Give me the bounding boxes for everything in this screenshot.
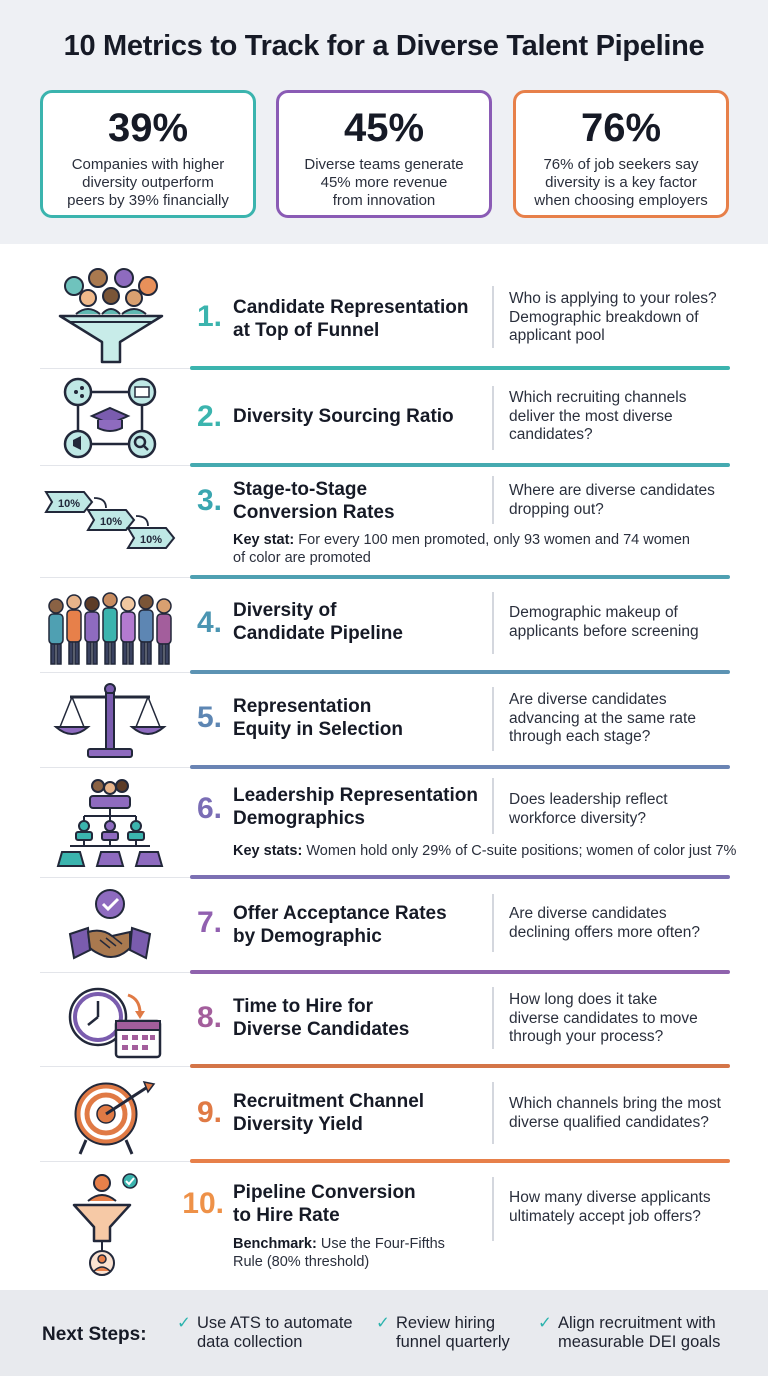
metric-title-line: Candidate Pipeline <box>233 623 403 644</box>
metric-number: 7. <box>196 906 222 939</box>
divider <box>492 592 494 654</box>
separator <box>190 765 730 769</box>
check-icon: ✓ <box>177 1314 191 1332</box>
step-line: Use ATS to automate <box>197 1314 353 1332</box>
metric-desc-line: ultimately accept job offers? <box>509 1207 701 1225</box>
step-line: funnel quarterly <box>396 1333 510 1351</box>
metric-desc <box>509 791 739 828</box>
separator <box>190 670 730 674</box>
metric-number: 9. <box>196 1096 222 1129</box>
metric-number: 8. <box>196 1001 222 1034</box>
metric-desc-line: Where are diverse candidates <box>509 482 715 499</box>
metric-10 <box>0 1165 768 1285</box>
metric-title-line: Representation <box>233 696 372 717</box>
stat-desc <box>516 156 726 210</box>
next-step-2 <box>376 1314 510 1352</box>
metric-4 <box>0 580 768 670</box>
metric-desc <box>509 905 739 942</box>
metric-desc-line: Which recruiting channels <box>509 389 687 406</box>
separator <box>190 575 730 579</box>
metric-5 <box>0 675 768 765</box>
step-line: Align recruitment with <box>558 1314 716 1332</box>
metric-3 <box>0 470 768 576</box>
metric-title-line: Diversity of <box>233 600 337 621</box>
stat-card-45 <box>276 90 492 218</box>
funnel-people-icon <box>40 258 180 366</box>
metric-title-line: Recruitment Channel <box>233 1091 425 1112</box>
metric-6 <box>0 770 768 876</box>
metric-desc-line: diverse qualified candidates? <box>509 1113 709 1131</box>
metric-9 <box>0 1070 768 1160</box>
metric-title <box>233 478 395 524</box>
metric-title <box>233 296 468 342</box>
divider <box>492 778 494 834</box>
metric-title-line: Equity in Selection <box>233 719 403 740</box>
metric-title <box>233 902 447 948</box>
key-stat-label: Benchmark: <box>233 1236 317 1252</box>
arrow-label: 10% <box>140 534 163 546</box>
stat-desc-line: diversity is a key factor <box>545 174 697 191</box>
separator <box>190 366 730 370</box>
metric-desc-line: Does leadership reflect <box>509 791 668 808</box>
stat-card-76 <box>513 90 729 218</box>
metric-title-line: Candidate Representation <box>233 297 469 318</box>
metric-title-line: Leadership Representation <box>233 785 478 806</box>
metric-desc-line: workforce diversity? <box>509 809 646 827</box>
metric-number: 2. <box>196 400 222 433</box>
handshake-icon <box>40 884 180 968</box>
balance-scale-icon <box>40 679 180 763</box>
separator <box>190 463 730 467</box>
divider <box>492 286 494 348</box>
page-title: 10 Metrics to Track for a Diverse Talent Pipeline <box>63 30 705 62</box>
key-stat-text: For every 100 men promoted, only 93 women and 74 women <box>298 532 690 548</box>
separator <box>190 1064 730 1068</box>
footer-next-steps <box>0 1290 768 1376</box>
step-line: measurable DEI goals <box>558 1333 721 1351</box>
metric-title-line: to Hire Rate <box>233 1205 340 1226</box>
metric-number: 10. <box>182 1187 224 1220</box>
metric-number: 1. <box>196 300 222 333</box>
metric-title <box>233 1090 424 1136</box>
separator <box>190 1159 730 1163</box>
key-stat-label: Key stat: <box>233 532 295 548</box>
metric-desc-line: Which channels bring the most <box>509 1095 721 1112</box>
metric-desc-line: applicants before screening <box>509 622 699 640</box>
stat-desc-line: from innovation <box>332 192 436 209</box>
metric-desc <box>509 604 739 641</box>
key-stat-text: Rule (80% threshold) <box>233 1254 370 1270</box>
arrow-label: 10% <box>100 516 123 528</box>
thin-separator <box>40 1066 190 1067</box>
metric-8 <box>0 975 768 1065</box>
metric-desc <box>509 991 739 1047</box>
divider <box>492 894 494 952</box>
metric-desc-line: Are diverse candidates <box>509 691 667 708</box>
metric-desc-line: through your process? <box>509 1028 664 1045</box>
metric-title-line: Stage-to-Stage <box>233 479 368 500</box>
metric-title-line: Diverse Candidates <box>233 1019 410 1040</box>
metric-desc-line: deliver the most diverse <box>509 407 673 425</box>
stat-desc <box>43 156 253 210</box>
key-stat <box>233 842 743 860</box>
metric-title-line: Time to Hire for <box>233 996 374 1017</box>
thin-separator <box>40 465 190 466</box>
metric-title-line: at Top of Funnel <box>233 320 380 341</box>
divider <box>492 1082 494 1144</box>
stat-desc-line: Companies with higher <box>71 156 225 173</box>
metric-desc-line: Demographic makeup of <box>509 604 678 621</box>
divider <box>492 476 494 524</box>
metric-title <box>233 599 403 645</box>
diverse-crowd-icon <box>46 588 182 668</box>
metric-number: 6. <box>196 792 222 825</box>
thin-separator <box>40 877 190 878</box>
divider <box>492 687 494 751</box>
target-icon <box>40 1074 180 1158</box>
metric-title-line: Diversity Yield <box>233 1114 363 1135</box>
key-stat-text: of color are promoted <box>233 550 371 566</box>
divider <box>492 1177 494 1241</box>
metric-desc-line: How many diverse applicants <box>509 1189 711 1206</box>
metric-desc-line: through each stage? <box>509 728 651 745</box>
metric-desc <box>509 1189 739 1226</box>
metric-title <box>233 1181 416 1227</box>
step-line: data collection <box>197 1333 303 1351</box>
metric-title-line: Pipeline Conversion <box>233 1182 416 1203</box>
metric-desc-line: Are diverse candidates <box>509 905 667 922</box>
stat-desc-line: peers by 39% financially <box>67 192 229 209</box>
key-stat <box>233 531 733 567</box>
metric-desc <box>509 482 739 519</box>
stat-value: 45% <box>343 106 425 150</box>
key-stat-text: Women hold only 29% of C-suite positions; women of color just 7% <box>306 843 737 859</box>
metric-desc-line: Who is applying to your roles? <box>509 290 717 307</box>
thin-separator <box>40 368 190 369</box>
metric-desc <box>509 290 739 346</box>
stat-desc-line: diversity outperform <box>82 174 214 191</box>
thin-separator <box>40 1161 190 1162</box>
stat-desc-line: 76% of job seekers say <box>543 156 699 173</box>
metric-title <box>233 784 478 830</box>
step-line: Review hiring <box>396 1314 496 1332</box>
metric-number: 3. <box>196 484 222 517</box>
divider <box>492 987 494 1049</box>
separator <box>190 875 730 879</box>
check-icon: ✓ <box>376 1314 390 1332</box>
metric-desc-line: How long does it take <box>509 991 658 1008</box>
thin-separator <box>40 672 190 673</box>
arrow-label: 10% <box>58 498 81 510</box>
thin-separator <box>40 972 190 973</box>
metric-1 <box>0 250 768 368</box>
next-step-1 <box>177 1314 353 1352</box>
metric-title-line: Diversity Sourcing Ratio <box>233 406 454 427</box>
funnel-hire-icon <box>40 1171 180 1279</box>
thin-separator <box>40 577 190 578</box>
metric-title <box>233 995 409 1041</box>
stat-value: 39% <box>107 106 189 150</box>
metric-title-line: Offer Acceptance Rates <box>233 903 447 924</box>
metric-desc-line: applicant pool <box>509 327 605 344</box>
metric-desc <box>509 389 739 445</box>
stat-desc <box>279 156 489 210</box>
metric-title-line: Demographics <box>233 808 365 829</box>
metric-title <box>233 405 454 428</box>
thin-separator <box>40 767 190 768</box>
next-step-3 <box>538 1314 721 1352</box>
clock-calendar-icon <box>40 979 180 1063</box>
check-icon: ✓ <box>538 1314 552 1332</box>
stat-card-39 <box>40 90 256 218</box>
stat-desc-line: 45% more revenue <box>320 174 448 191</box>
metric-title-line: by Demographic <box>233 926 382 947</box>
key-stat-text: Use the Four-Fifths <box>320 1236 445 1252</box>
metric-number: 5. <box>196 701 222 734</box>
metric-title-line: Conversion Rates <box>233 502 395 523</box>
metric-desc-line: advancing at the same rate <box>509 709 696 727</box>
next-steps-label: Next Steps: <box>42 1324 147 1345</box>
metric-title <box>233 695 403 741</box>
metric-desc <box>509 691 739 747</box>
sourcing-network-icon <box>40 374 180 462</box>
stat-desc-line: when choosing employers <box>534 192 708 209</box>
header <box>0 0 768 244</box>
org-chart-icon <box>40 776 180 868</box>
conversion-arrows-icon <box>44 484 184 554</box>
key-stat-label: Key stats: <box>233 843 303 859</box>
metric-number: 4. <box>196 606 222 639</box>
metric-2 <box>0 372 768 464</box>
metric-7 <box>0 880 768 970</box>
metric-desc-line: candidates? <box>509 426 593 443</box>
divider <box>492 386 494 450</box>
metric-desc-line: declining offers more often? <box>509 923 700 941</box>
metric-desc <box>509 1095 739 1132</box>
stat-value: 76% <box>580 106 662 150</box>
metric-desc-line: diverse candidates to move <box>509 1009 698 1027</box>
separator <box>190 970 730 974</box>
stat-desc-line: Diverse teams generate <box>304 156 464 173</box>
metric-desc-line: Demographic breakdown of <box>509 308 699 326</box>
key-stat <box>233 1235 483 1271</box>
metric-desc-line: dropping out? <box>509 500 604 518</box>
